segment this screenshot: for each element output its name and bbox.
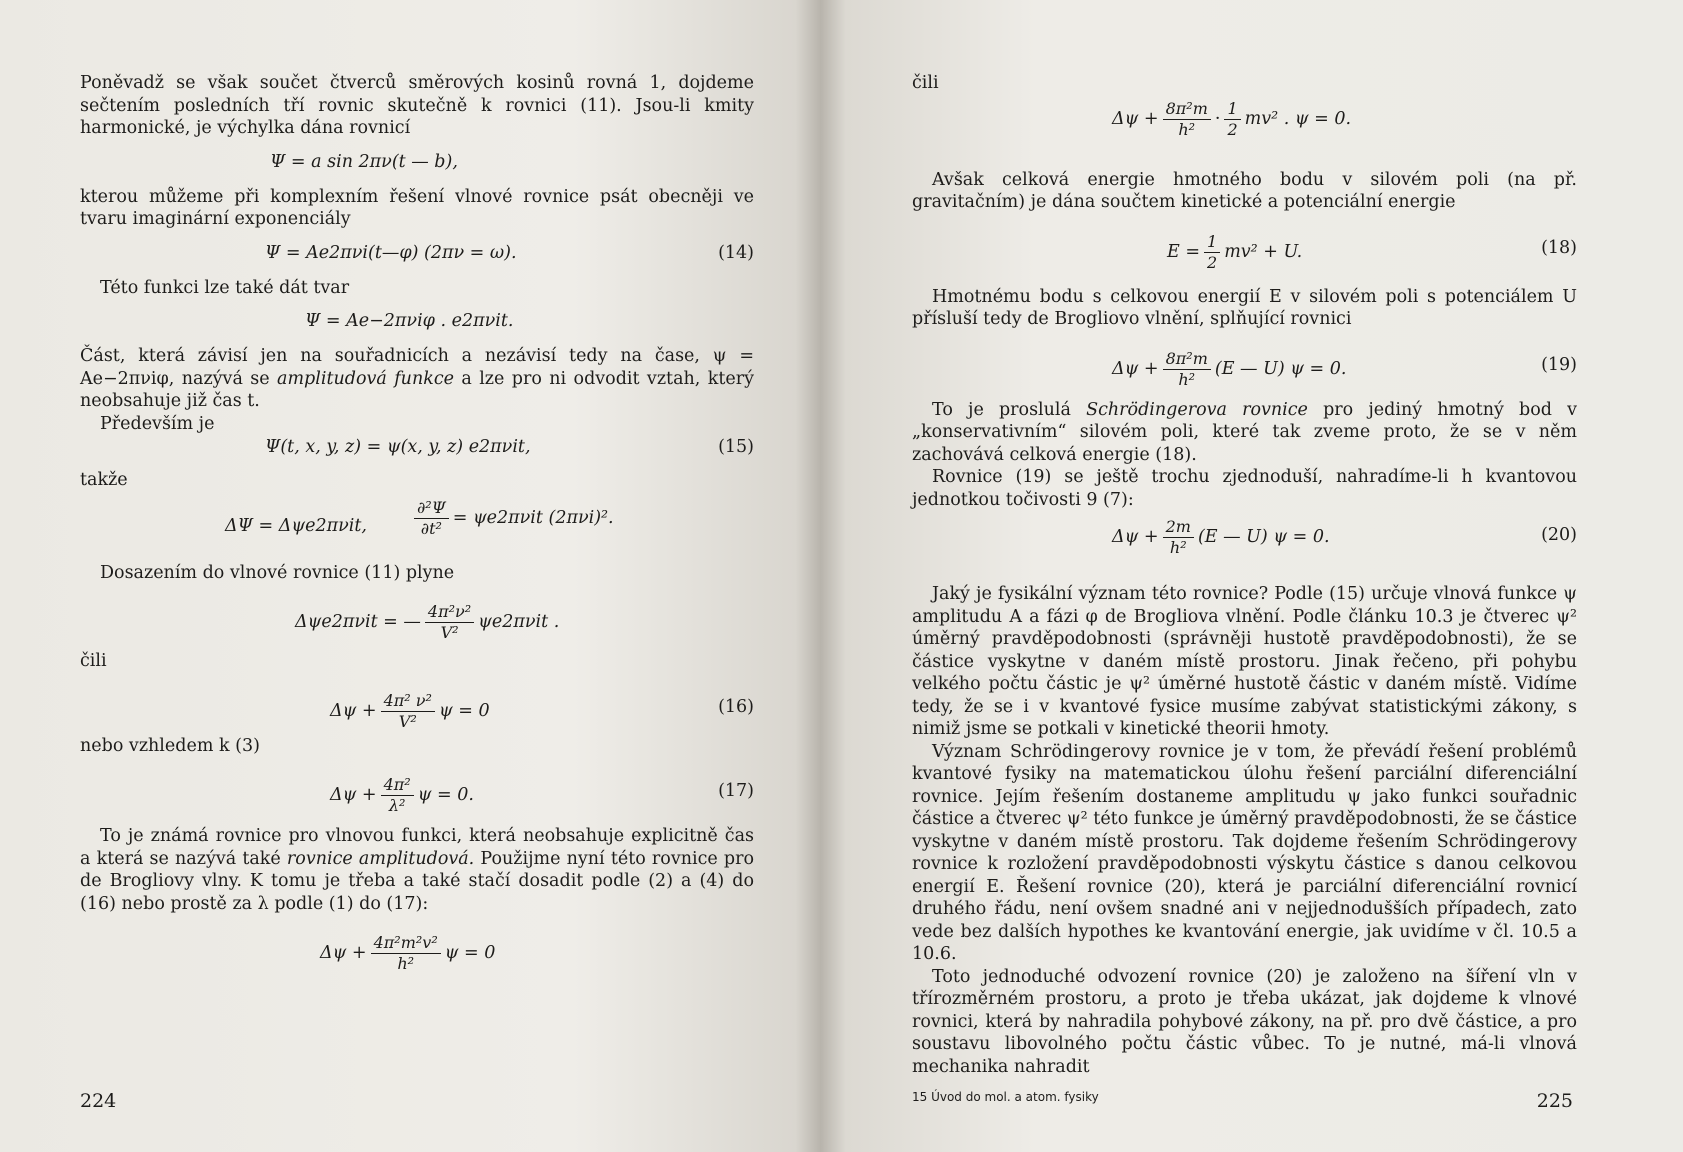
equation-number: (15): [718, 437, 754, 457]
page-number: 225: [1536, 1090, 1573, 1112]
paragraph: kterou můžeme při komplexním řešení vlnové rovnice psát obecněji ve tvaru imaginární exponenciály: [80, 186, 754, 229]
equation-number: (20): [1541, 525, 1577, 545]
equation: ΔΨ = Δψe2πνit, $\frac{\text{∂²Ψ}}{\text{∂t²}}$ = ψe2πνit (2πνi)².: [225, 497, 614, 538]
equation: Δψ + $\frac{\text{4π²m²v²}}{\text{h²}}$ ψ = 0: [320, 933, 496, 973]
equation: Ψ = Ae−2πνiφ . e2πνit.: [305, 311, 514, 331]
equation-number: (17): [718, 781, 754, 801]
paragraph: Toto jednoduché odvození rovnice (20) je založeno na šíření vln v třírozměrném prostoru, a proto je třeba ukázat, jak dojdeme k vlnové rovnici, která by nahradila pohybové zákony, na př. pro dvě částice, a pro soustavu libovolného počtu částic vůbec. To je nutné, má-li vlnová mechanika nahradit: [912, 966, 1577, 1077]
equation: Δψe2πνit = — $\frac{\text{4π²ν²}}{\text{V²}}$ ψe2πνit .: [295, 602, 560, 642]
paragraph: Jaký je fysikální význam této rovnice? Podle (15) určuje vlnová funkce ψ amplitudu A a fázi φ de Brogliova vlnění. Podle článku 10.3 je čtverec ψ² úměrný pravděpodobnosti (správněji hustotě pravděpodobnosti), že se částice vyskytne v daném místě prostoru. Jinak řečeno, při pohybu velkého počtu částic je ψ² úměrné hustotě částic v daném místě. Vidíme tedy, že se i v kvantové fysice musíme zabývat statistickými zákony, s nimiž jsme se potkali v kinetické theorii hmoty.: [912, 584, 1577, 739]
equation: Ψ = a sin 2πν(t — b),: [270, 151, 458, 172]
paragraph: takže: [80, 470, 128, 490]
right-page: [820, 0, 1683, 1152]
equation-number: (18): [1541, 237, 1577, 258]
paragraph: To je proslulá Schrödingerova rovnice pro jediný hmotný bod v „konservativním“ silovém poli, které tak zveme proto, že se v něm zachovává celková energie (18).: [912, 399, 1578, 465]
paragraph: čili: [80, 651, 107, 671]
equation: Δψ + $\frac{\text{8π²m}}{\text{h²}}$ · $\frac{1}{2}$ mv² . ψ = 0.: [1112, 98, 1352, 139]
paragraph: Část, která závisí jen na souřadnicích a nezávisí tedy na čase, ψ = Ae−2πνiφ, nazývá se amplitudová funkce a lze pro ni odvodit vztah, který neobsahuje již čas t.: [80, 346, 754, 411]
paragraph: Hmotnému bodu s celkovou energií E v silovém poli s potenciálem U přísluší tedy de Brogliovo vlnění, splňující rovnici: [912, 286, 1577, 329]
page-number: 224: [80, 1090, 117, 1112]
paragraph: Této funkci lze také dát tvar: [100, 277, 350, 298]
equation-20: Δψ + $\frac{2m}{\text{h²}}$ (E — U) ψ = 0. (20): [1112, 517, 1577, 557]
left-page: [0, 0, 820, 1152]
equation-16: Δψ + $\frac{\text{4π² ν²}}{\text{V²}}$ ψ = 0 (16): [330, 690, 754, 731]
paragraph: To je známá rovnice pro vlnovou funkci, která neobsahuje explicitně čas a která se nazývá také rovnice amplitudová. Použijme nyní této rovnice pro de Brogliovy vlny. K tomu je třeba a také stačí dosadit podle (2) a (4) do (16) nebo prostě za λ podle (1) do (17):: [80, 826, 755, 914]
equation-number: (14): [718, 242, 754, 263]
equation-19: Δψ + $\frac{\text{8π²m}}{\text{h²}}$ (E — U) ψ = 0. (19): [1112, 348, 1577, 389]
paragraph: Dosazením do vlnové rovnice (11) plyne: [100, 562, 455, 583]
paragraph: Avšak celková energie hmotného bodu v silovém poli (na př. gravitačním) je dána součtem kinetické a potenciální energie: [912, 169, 1577, 212]
equation-17: Δψ + $\frac{\text{4π²}}{\text{λ²}}$ ψ = 0. (17): [330, 775, 754, 815]
signature-mark: 15 Úvod do mol. a atom. fysiky: [912, 1090, 1099, 1104]
paragraph: nebo vzhledem k (3): [80, 735, 260, 756]
paragraph: Význam Schrödingerovy rovnice je v tom, že převádí řešení problémů kvantové fysiky na matematickou úlohu řešení parciální diferenciální rovnice. Jejím řešením dostaneme amplitudu ψ jako funkci souřadnic částice a čtverec ψ² této funkce je úměrný pravděpodobnosti, že se částice vyskytne v daném místě prostoru. Tak dojdeme řešením Schrödingerovy rovnice k rozložení pravděpodobnosti výskytu částice s danou celkovou energií E. Řešení rovnice (20), která je parciální diferenciální rovnicí druhého řádu, není ovšem snadné ani v nejjednodušších případech, zato vede bez dalších hypothes ke kvantování energie, jak uvidíme v čl. 10.5 a 10.6.: [912, 741, 1577, 964]
equation-number: (16): [718, 696, 754, 717]
paragraph: Rovnice (19) se ještě trochu zjednoduší, nahradíme-li h kvantovou jednotkou točivosti 9 (7):: [912, 467, 1577, 510]
paragraph: čili: [912, 73, 939, 93]
equation-14: Ψ = Ae2πνi(t—φ) (2πν = ω). (14): [265, 242, 754, 263]
equation-number: (19): [1541, 354, 1577, 375]
equation-18: E = $\frac{1}{2}$ mv² + U. (18): [1167, 231, 1577, 272]
equation-15: Ψ(t, x, y, z) = ψ(x, y, z) e2πνit, (15): [265, 437, 754, 457]
paragraph: Poněvadž se však součet čtverců směrových kosinů rovná 1, dojdeme sečtením posledních tří rovnic skutečně k rovnici (11). Jsou-li kmity harmonické, je výchylka dána rovnicí: [80, 73, 754, 138]
paragraph: Především je: [100, 413, 215, 434]
